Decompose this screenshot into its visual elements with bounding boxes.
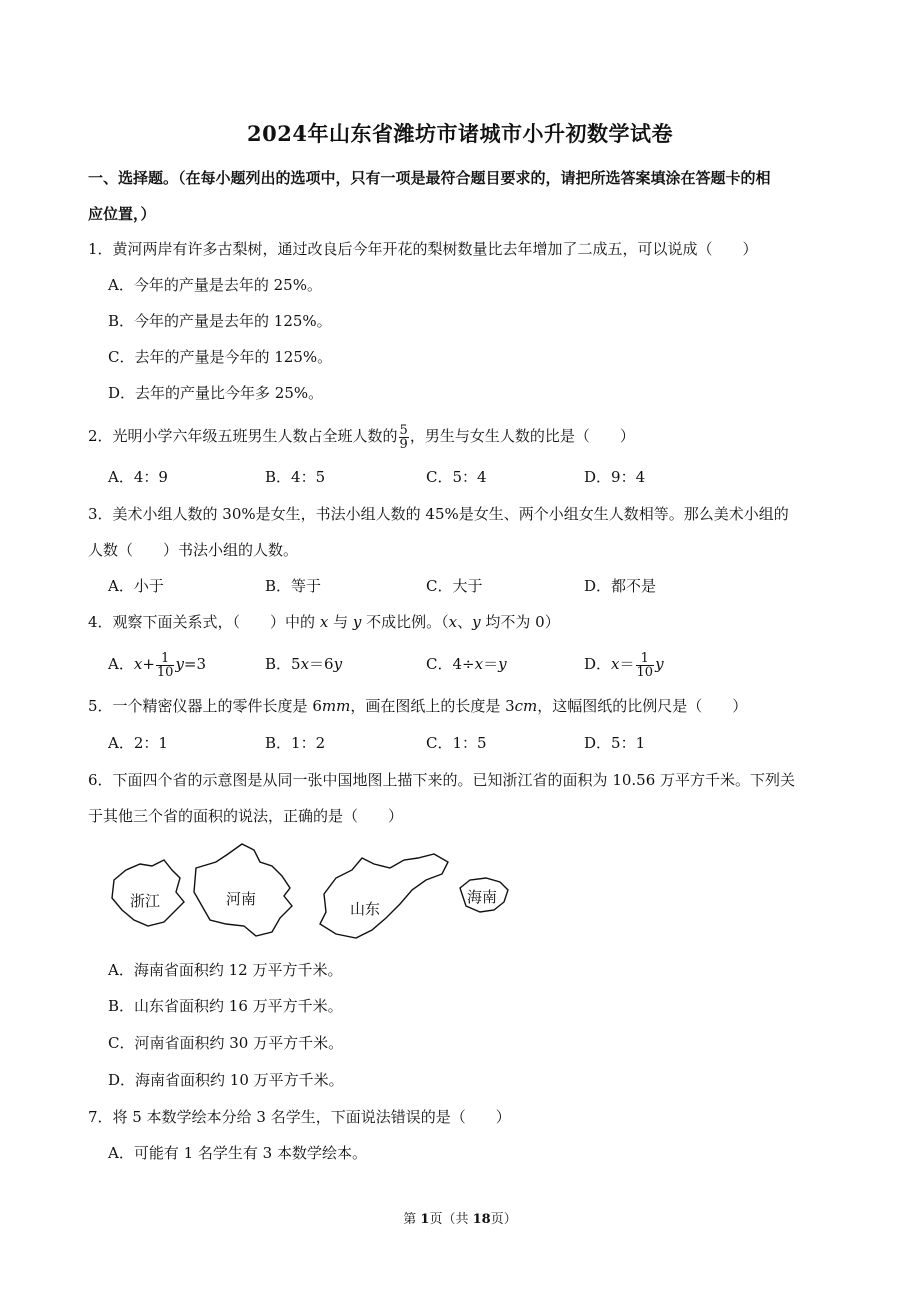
fraction-1-10: $\frac{1}{10}$ (156, 650, 174, 680)
question-6-option-a: A．海南省面积约 12 万平方千米。 (108, 961, 343, 979)
question-6-line2: 于其他三个省的面积的说法，正确的是（ ） (88, 807, 404, 825)
fraction-5-9: $\frac{5}{9}$ (399, 422, 408, 452)
province-maps-figure (104, 840, 534, 950)
question-6-option-b: B．山东省面积约 16 万平方千米。 (108, 997, 343, 1015)
question-6-option-d: D．海南省面积约 10 万平方千米。 (108, 1071, 344, 1089)
page-footer: 第 1页（共 18页） (403, 1212, 517, 1227)
map-label-henan: 河南 (226, 890, 257, 908)
fraction-1-10: $\frac{1}{10}$ (636, 650, 654, 680)
question-1-option-a: A．今年的产量是去年的 25%。 (108, 276, 322, 294)
question-6-line1: 6．下面四个省的示意图是从同一张中国地图上描下来的。已知浙江省的面积为 10.56 万平方千米。下列关 (88, 771, 796, 789)
section-heading-line1: 一、选择题。（在每小题列出的选项中，只有一项是最符合题目要求的，请把所选答案填涂在答题卡的相 (88, 169, 771, 187)
question-7-option-a: A．可能有 1 名学生有 3 本数学绘本。 (108, 1144, 367, 1162)
question-6-option-c: C．河南省面积约 30 万平方千米。 (108, 1034, 344, 1052)
question-2-option-a: A．4：9 (108, 468, 168, 486)
question-2-option-d: D．9：4 (584, 468, 646, 486)
question-2-option-c: C．5：4 (426, 468, 487, 486)
question-4-option-b: B．5x＝6y (265, 655, 343, 673)
question-7-stem: 7．将 5 本数学绘本分给 3 名学生，下面说法错误的是（ ） (88, 1108, 511, 1126)
question-1-option-d: D．去年的产量比今年多 25%。 (108, 384, 324, 402)
question-3-line2: 人数（ ）书法小组的人数。 (88, 541, 299, 559)
question-2-option-b: B．4：5 (265, 468, 326, 486)
question-4-stem: 4．观察下面关系式，（ ）中的 x 与 y 不成比例。（x、y 均不为 0） (88, 613, 560, 631)
question-4-option-c: C．4÷x＝y (426, 655, 507, 673)
question-5-option-d: D．5：1 (584, 734, 646, 752)
question-3-option-b: B．等于 (265, 577, 322, 595)
question-3-option-c: C．大于 (426, 577, 483, 595)
page-title: 2024年山东省潍坊市诸城市小升初数学试卷 (247, 121, 673, 146)
current-page-number: 1 (420, 1212, 430, 1227)
question-4-option-d: D．x＝ $\frac{1}{10}$ y (584, 650, 664, 680)
question-5-option-c: C．1：5 (426, 734, 487, 752)
question-1-stem: 1．黄河两岸有许多古梨树，通过改良后今年开花的梨树数量比去年增加了二成五，可以说成（ ） (88, 240, 758, 258)
question-1-option-c: C．去年的产量是今年的 125%。 (108, 348, 333, 366)
shandong-map (320, 854, 448, 938)
question-5-option-b: B．1：2 (265, 734, 326, 752)
question-3-option-d: D．都不是 (584, 577, 657, 595)
section-heading-line2: 应位置，） (88, 205, 156, 223)
total-page-count: 18 (472, 1212, 491, 1227)
question-3-option-a: A．小于 (108, 577, 164, 595)
question-2-stem: 2．光明小学六年级五班男生人数占全班人数的 $\frac{5}{9}$ ，男生与女生人数的比是（ ） (88, 422, 635, 452)
question-5-option-a: A．2：1 (108, 734, 168, 752)
question-5-stem: 5．一个精密仪器上的零件长度是 6mm，画在图纸上的长度是 3cm，这幅图纸的比例尺是（ ） (88, 697, 748, 715)
map-label-hainan: 海南 (467, 888, 498, 906)
map-label-zhejiang: 浙江 (130, 892, 161, 910)
map-label-shandong: 山东 (350, 900, 381, 918)
question-4-option-a: A．x+ $\frac{1}{10}$ y=3 (108, 650, 207, 680)
question-1-option-b: B．今年的产量是去年的 125%。 (108, 312, 332, 330)
question-3-line1: 3．美术小组人数的 30%是女生，书法小组人数的 45%是女生、两个小组女生人数相等。那么美术小组的 (88, 505, 789, 523)
